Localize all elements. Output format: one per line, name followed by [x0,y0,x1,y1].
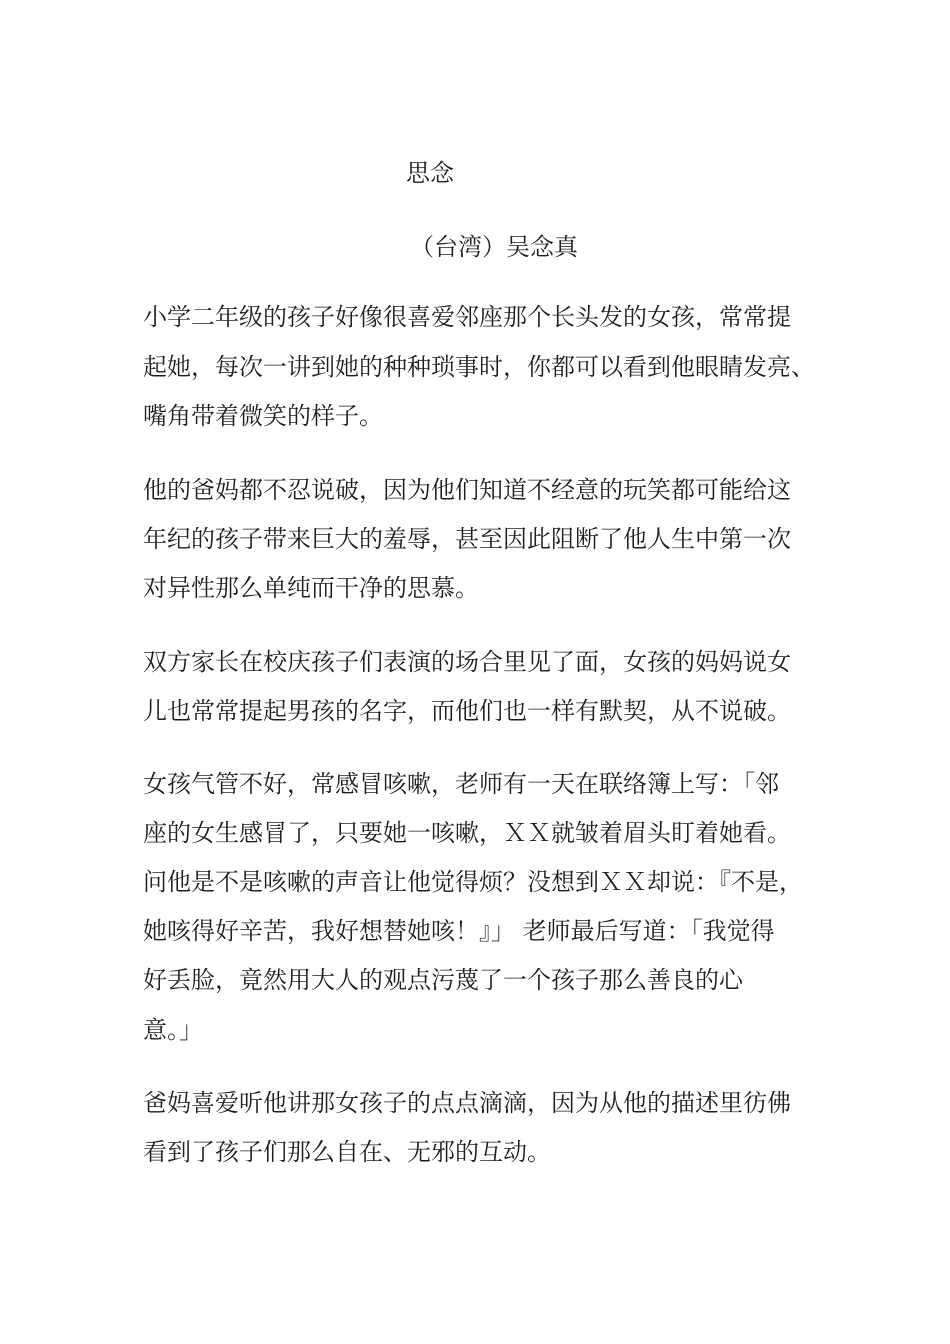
paragraph-4-line-5: 好丢脸，竟然用大人的观点污蔑了一个孩子那么善良的心 [143,966,743,994]
paragraph-4-line-4: 她咳得好辛苦，我好想替她咳！』」 老师最后写道：「我觉得 [143,917,775,945]
document-title: 思念 [406,159,454,187]
paragraph-3-line-2: 儿也常常提起男孩的名字，而他们也一样有默契，从不说破。 [143,697,791,725]
paragraph-4-line-3: 问他是不是咳嗽的声音让他觉得烦？没想到ＸＸ却说：『不是， [143,868,803,896]
paragraph-5-line-2: 看到了孩子们那么自在、无邪的互动。 [143,1138,551,1166]
paragraph-4-line-2: 座的女生感冒了，只要她一咳嗽，ＸＸ就皱着眉头盯着她看。 [143,819,791,847]
document-author: （台湾）吴念真 [410,233,578,261]
paragraph-1-line-3: 嘴角带着微笑的样子。 [143,402,383,430]
paragraph-2-line-3: 对异性那么单纯而干净的思慕。 [143,574,479,602]
paragraph-3-line-1: 双方家长在校庆孩子们表演的场合里见了面，女孩的妈妈说女 [143,648,791,676]
paragraph-1-line-2: 起她，每次一讲到她的种种琐事时，你都可以看到他眼睛发亮、 [143,353,815,381]
paragraph-5-line-1: 爸妈喜爱听他讲那女孩子的点点滴滴，因为从他的描述里彷佛 [143,1089,791,1117]
paragraph-2-line-2: 年纪的孩子带来巨大的羞辱，甚至因此阻断了他人生中第一次 [143,525,791,553]
paragraph-1-line-1: 小学二年级的孩子好像很喜爱邻座那个长头发的女孩，常常提 [143,303,791,331]
paragraph-4-line-6: 意。」 [143,1016,203,1044]
paragraph-4-line-1: 女孩气管不好，常感冒咳嗽，老师有一天在联络簿上写：「邻 [143,770,779,798]
paragraph-2-line-1: 他的爸妈都不忍说破，因为他们知道不经意的玩笑都可能给这 [143,476,791,504]
